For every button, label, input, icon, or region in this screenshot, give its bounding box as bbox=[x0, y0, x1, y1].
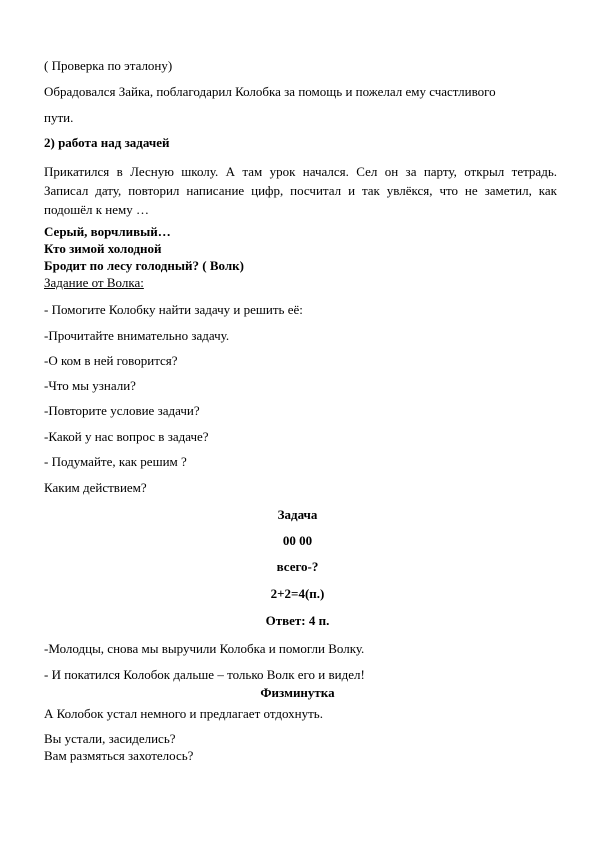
question-line: - Подумайте, как решим ? bbox=[44, 454, 187, 469]
question-line: -Прочитайте внимательно задачу. bbox=[44, 328, 230, 343]
praise-line: -Молодцы, снова мы выручили Колобка и помогли Волку. bbox=[44, 641, 365, 656]
question-line: - Помогите Колобку найти задачу и решить её: bbox=[44, 302, 303, 317]
question-line: -О ком в ней говорится? bbox=[44, 353, 178, 368]
rolled-line: - И покатился Колобок дальше – только Волк его и видел! bbox=[44, 667, 365, 682]
fizminutka-heading: Физминутка bbox=[260, 685, 335, 700]
poem-line-2: Вам размяться захотелось? bbox=[44, 748, 194, 763]
task-solution: 2+2=4(п.) bbox=[270, 586, 325, 601]
story-line-2: Записал дату, повторил написание цифр, посчитал и так увлёкся, что не заметил, как bbox=[44, 183, 557, 198]
question-line: -Что мы узнали? bbox=[44, 378, 136, 393]
check-line: ( Проверка по эталону) bbox=[44, 58, 173, 73]
task-answer: Ответ: 4 п. bbox=[265, 613, 330, 628]
wolf-task-label: Задание от Волка: bbox=[44, 275, 144, 290]
story-line-1: Прикатился в Лесную школу. А там урок начался. Сел он за парту, открыл тетрадь. bbox=[44, 164, 557, 179]
zaika-line-1: Обрадовался Зайка, поблагодарил Колобка за помощь и пожелал ему счастливого bbox=[44, 84, 496, 99]
zaika-line-2: пути. bbox=[44, 110, 74, 125]
riddle-line-2: Кто зимой холодной bbox=[44, 241, 162, 256]
question-line: -Какой у нас вопрос в задаче? bbox=[44, 429, 209, 444]
question-line: Каким действием? bbox=[44, 480, 147, 495]
task-question: всего-? bbox=[276, 559, 319, 574]
question-line: -Повторите условие задачи? bbox=[44, 403, 200, 418]
task-circles: 00 00 bbox=[282, 533, 313, 548]
story-line-3: подошёл к нему … bbox=[44, 202, 149, 217]
poem-line-1: Вы устали, засиделись? bbox=[44, 731, 176, 746]
riddle-line-1: Серый, ворчливый… bbox=[44, 224, 171, 239]
rest-line: А Колобок устал немного и предлагает отдохнуть. bbox=[44, 706, 323, 721]
riddle-line-3: Бродит по лесу голодный? ( Волк) bbox=[44, 258, 244, 273]
section-heading: 2) работа над задачей bbox=[44, 135, 170, 150]
task-title: Задача bbox=[277, 507, 318, 522]
